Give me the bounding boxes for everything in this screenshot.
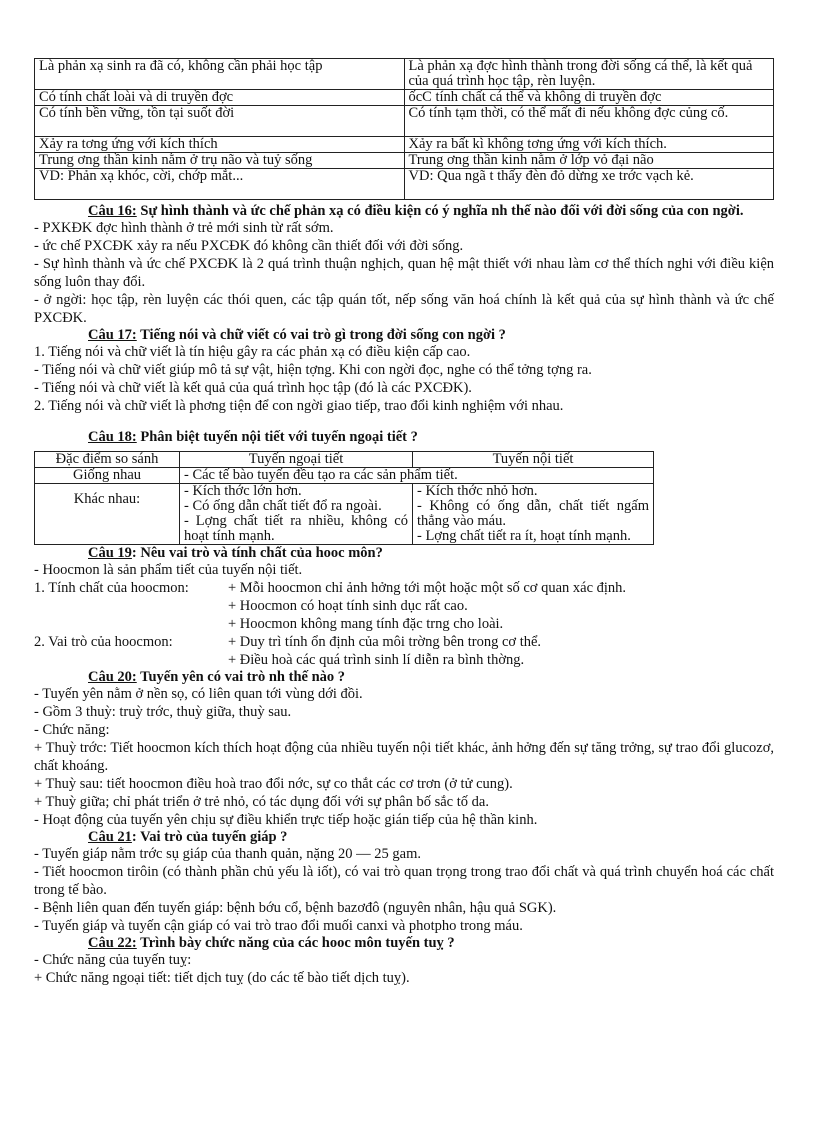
question-title: : Vai trò của tuyến giáp ? xyxy=(131,829,288,845)
table-cell: Giống nhau xyxy=(35,468,180,484)
question-number: Câu 18: xyxy=(88,429,137,445)
answer-line: 1. Tiếng nói và chữ viết là tín hiệu gây ra các phản xạ có điều kiện cấp cao. xyxy=(34,344,471,360)
answer-line: + Điều hoà các quá trình sinh lí diễn ra bình thờng. xyxy=(228,652,525,668)
table-cell: VD: Qua ngã t thấy đèn đỏ dừng xe trớc vạch kẻ. xyxy=(404,169,774,200)
table-cell xyxy=(413,484,654,545)
answer-line: - Tiết hoocmon tirôin (có thành phần chủ yếu là iốt), có vai trò quan trọng trong trao đổi chất và quá trình chuyển hoá các chất trong tế bào. xyxy=(34,864,774,898)
cell-line: - Không có ống dẫn, chất tiết ngấm thẳng vào máu. xyxy=(417,498,649,529)
row-label: Khác nhau: xyxy=(73,491,141,507)
answer-line: + Chức năng ngoại tiết: tiết dịch tuỵ (do các tế bào tiết dịch tuỵ). xyxy=(34,970,410,986)
cell-line: - Lợng chất tiết ra nhiều, không có hoạt tính mạnh. xyxy=(184,513,408,544)
table-cell xyxy=(35,484,180,545)
table-row xyxy=(35,468,654,484)
table-row xyxy=(35,137,774,153)
answer-line xyxy=(34,579,774,597)
question-number: Câu 20: xyxy=(88,669,137,685)
table-cell: Xảy ra tơng ứng với kích thích xyxy=(35,137,405,153)
table-cell: Là phản xạ đợc hình thành trong đời sống cá thể, là kết quả của quá trình học tập, rèn luyện. xyxy=(404,59,774,90)
question-19-heading xyxy=(34,545,774,561)
table-cell: Trung ơng thần kinh nằm ở trụ não và tuỷ sống xyxy=(35,153,405,169)
answer-label: 2. Vai trò của hoocmon: xyxy=(34,634,173,650)
question-number: Câu 19 xyxy=(88,545,132,561)
table-cell: ốcC tính chất cá thể và không di truyền đợc xyxy=(404,90,774,106)
answer-line: + Thuỳ giữa; chỉ phát triển ở trẻ nhỏ, có tác dụng đối với sự phân bố sắc tố da. xyxy=(34,794,489,810)
table-header: Tuyến nội tiết xyxy=(413,452,654,468)
table-cell: Trung ơng thần kinh nằm ở lớp vỏ đại não xyxy=(404,153,774,169)
answer-line: - Tiếng nói và chữ viết là kết quả của quá trình học tập (đó là các PXCĐK). xyxy=(34,380,472,396)
question-21-heading xyxy=(34,829,774,845)
table-cell: Xảy ra bất kì không tơng ứng với kích thích. xyxy=(404,137,774,153)
question-title: : Nêu vai trò và tính chất của hooc môn? xyxy=(131,545,383,561)
table-header-row xyxy=(35,452,654,468)
answer-line: - Tuyến giáp và tuyến cận giáp có vai trò trao đổi muối canxi và photpho trong máu. xyxy=(34,918,523,934)
answer-line: + Thuỳ sau: tiết hoocmon điều hoà trao đổi nớc, sự co thắt các cơ trơn (ở tử cung). xyxy=(34,776,513,792)
table-header: Đặc điểm so sánh xyxy=(35,452,180,468)
cell-line: - Kích thớc lớn hơn. xyxy=(184,483,302,499)
table-cell xyxy=(180,484,413,545)
table-header: Tuyến ngoại tiết xyxy=(180,452,413,468)
answer-line: - ức chế PXCĐK xảy ra nếu PXCĐK đó không cần thiết đối với đời sống. xyxy=(34,238,464,254)
question-number: Câu 22: xyxy=(88,935,137,951)
table-row xyxy=(35,153,774,169)
table-row xyxy=(35,90,774,106)
question-title: Trình bày chức năng của các hooc môn tuyến tuỵ ? xyxy=(136,935,455,951)
question-title: Sự hình thành và ức chế phản xạ có điều kiện có ý nghĩa nh thế nào đối với đời sống của con ngời. xyxy=(136,203,744,219)
table-cell: Có tính bền vững, tồn tại suốt đời xyxy=(35,106,405,137)
answer-line: + Hoocmon không mang tính đặc trng cho loài. xyxy=(228,616,504,632)
reflex-comparison-table xyxy=(34,58,774,200)
question-title: Tuyến yên có vai trò nh thế nào ? xyxy=(136,669,346,685)
cell-line: - Kích thớc nhỏ hơn. xyxy=(417,483,538,499)
table-cell: Có tính tạm thời, có thể mất đi nếu không đợc củng cố. xyxy=(404,106,774,137)
question-20-heading xyxy=(34,669,774,685)
table-cell: Có tính chất loài và di truyền đợc xyxy=(35,90,405,106)
answer-line: - Tuyến yên nằm ở nền sọ, có liên quan tới vùng dới đồi. xyxy=(34,686,363,702)
answer-text: + Mỗi hoocmon chỉ ảnh hởng tới một hoặc một số cơ quan xác định. xyxy=(228,580,627,596)
table-cell: Là phản xạ sinh ra đã có, không cần phải học tập xyxy=(35,59,405,90)
question-title: Phân biệt tuyến nội tiết với tuyến ngoại tiết ? xyxy=(136,429,418,445)
document-page xyxy=(34,58,774,987)
question-22-heading xyxy=(34,935,774,951)
answer-line: - Gồm 3 thuỳ: truỳ trớc, thuỳ giữa, thuỳ sau. xyxy=(34,704,292,720)
answer-text: + Duy trì tính ổn định của môi trờng bên trong cơ thể. xyxy=(228,634,542,650)
gland-comparison-table xyxy=(34,451,654,545)
answer-line: + Hoocmon có hoạt tính sinh dục rất cao. xyxy=(228,598,468,614)
question-number: Câu 17: xyxy=(88,327,137,343)
answer-line: - Tuyến giáp nằm trớc sụ giáp của thanh quản, nặng 20 — 25 gam. xyxy=(34,846,422,862)
answer-line: - Chức năng: xyxy=(34,722,110,738)
question-17-heading xyxy=(34,327,774,343)
answer-line: - Tiếng nói và chữ viết giúp mô tả sự vật, hiện tợng. Khi con ngời đọc, nghe có thể tởng tợng ra. xyxy=(34,362,592,378)
answer-line: - Bệnh liên quan đến tuyến giáp: bệnh bớu cổ, bệnh bazơđô (nguyên nhân, hậu quả SGK). xyxy=(34,900,557,916)
answer-line: 2. Tiếng nói và chữ viết là phơng tiện để con ngời giao tiếp, trao đổi kinh nghiệm với nhau. xyxy=(34,398,564,414)
question-number: Câu 16: xyxy=(88,203,137,219)
table-row xyxy=(35,59,774,90)
table-row xyxy=(35,106,774,137)
answer-line: - Hoocmon là sản phẩm tiết của tuyến nội tiết. xyxy=(34,562,303,578)
answer-line: - Chức năng của tuyến tuỵ: xyxy=(34,952,192,968)
table-row xyxy=(35,169,774,200)
answer-line: + Thuỳ trớc: Tiết hoocmon kích thích hoạt động của nhiều tuyến nội tiết khác, ảnh hởng đến sự tăng trởng, sự trao đổi glucozơ, chất khoáng. xyxy=(34,740,774,774)
table-row xyxy=(35,484,654,545)
cell-line: - Lợng chất tiết ra ít, hoạt tính mạnh. xyxy=(417,528,631,544)
question-title: Tiếng nói và chữ viết có vai trò gì trong đời sống con ngời ? xyxy=(136,327,506,343)
cell-line: - Có ống dẫn chất tiết đổ ra ngoài. xyxy=(184,498,382,514)
answer-line: - Hoạt động của tuyến yên chịu sự điều khiển trực tiếp hoặc gián tiếp của hệ thần kinh. xyxy=(34,812,538,828)
answer-line: - PXKĐK đợc hình thành ở trẻ mới sinh từ rất sớm. xyxy=(34,220,334,236)
table-cell: VD: Phản xạ khóc, cời, chớp mắt... xyxy=(35,169,405,200)
question-number: Câu 21 xyxy=(88,829,132,845)
answer-label: 1. Tính chất của hoocmon: xyxy=(34,580,189,596)
question-18-heading xyxy=(34,429,774,445)
answer-line: - Sự hình thành và ức chế PXCĐK là 2 quá trình thuận nghịch, quan hệ mật thiết với nhau làm cơ thể thích nghi với điều kiện sống luôn thay đổi. xyxy=(34,256,774,290)
question-16-heading xyxy=(34,203,774,219)
table-cell: - Các tế bào tuyến đều tạo ra các sản phẩm tiết. xyxy=(180,468,654,484)
answer-line xyxy=(34,633,774,651)
answer-line: - ở ngời: học tập, rèn luyện các thói quen, các tập quán tốt, nếp sống văn hoá chính là kết quả của sự hình thành và ức chế PXCĐK. xyxy=(34,292,774,326)
